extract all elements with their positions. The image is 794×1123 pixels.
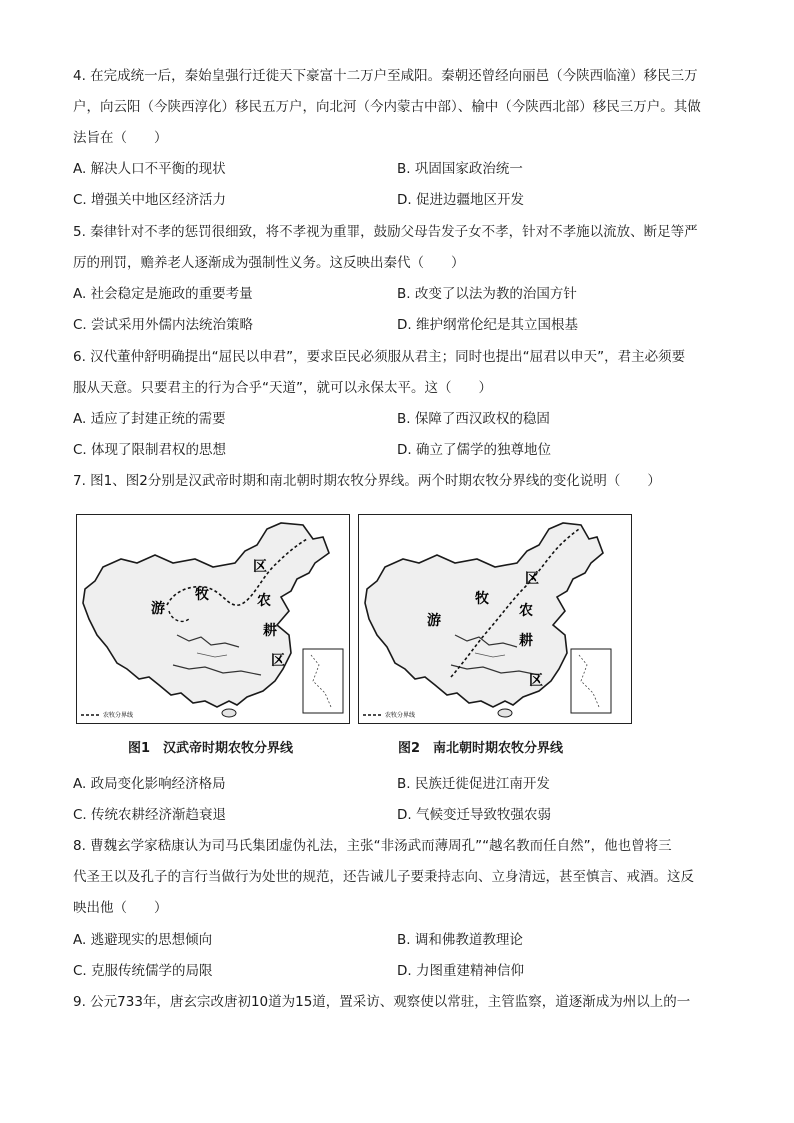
map-label-qu-south: 区 [529, 673, 543, 689]
map-label-you: 游 [151, 601, 165, 617]
map-label-geng: 耕 [519, 633, 533, 649]
q4-option-c: C. 增强关中地区经济活力 [73, 192, 227, 208]
q8-option-a: A. 逃避现实的思想倾向 [73, 932, 213, 948]
q4-option-a: A. 解决人口不平衡的现状 [73, 161, 226, 177]
q4-option-d: D. 促进边疆地区开发 [397, 192, 524, 208]
legend-label: 农牧分界线 [103, 712, 134, 719]
q7-option-d: D. 气候变迁导致牧强农弱 [397, 807, 551, 823]
south-sea-inset [571, 649, 611, 713]
map-figure-2 [358, 514, 632, 724]
q8-stem-line-2: 代圣王以及孔子的言行当做行为处世的规范，还告诫儿子要秉持志向、立身清远，甚至慎言、戒酒。这反 [73, 869, 694, 885]
q6-option-a: A. 适应了封建正统的需要 [73, 411, 226, 427]
map-label-nong: 农 [519, 603, 533, 619]
q5-option-b: B. 改变了以法为教的治国方针 [397, 286, 577, 302]
q5-option-c: C. 尝试采用外儒内法统治策略 [73, 317, 254, 333]
q6-option-b: B. 保障了西汉政权的稳固 [397, 411, 550, 427]
q6-stem-line-2: 服从天意。只要君主的行为合乎“天道”，就可以永保太平。这（ ） [73, 380, 492, 396]
q7-option-a: A. 政局变化影响经济格局 [73, 776, 226, 792]
q8-option-b: B. 调和佛教道教理论 [397, 932, 523, 948]
china-map-1 [77, 515, 349, 723]
china-outline [365, 523, 603, 707]
map-label-mu: 牧 [475, 591, 489, 607]
q5-option-d: D. 维护纲常伦纪是其立国根基 [397, 317, 578, 333]
china-map-2 [359, 515, 617, 723]
q6-option-c: C. 体现了限制君权的思想 [73, 442, 227, 458]
map-label-qu-north: 区 [525, 571, 539, 587]
q4-stem-line-1: 4. 在完成统一后，秦始皇强行迁徙天下豪富十二万户至咸阳。秦朝还曾经向丽邑（今陕西临潼）移民三万 [73, 68, 698, 84]
map-label-geng: 耕 [263, 623, 277, 639]
q7-option-c: C. 传统农耕经济渐趋衰退 [73, 807, 227, 823]
q7-stem-line-1: 7. 图1、图2分别是汉武帝时期和南北朝时期农牧分界线。两个时期农牧分界线的变化说明（ ） [73, 473, 661, 489]
q8-option-c: C. 克服传统儒学的局限 [73, 963, 213, 979]
south-sea-inset [303, 649, 343, 713]
q7-option-b: B. 民族迁徙促进江南开发 [397, 776, 550, 792]
map-figure-1 [76, 514, 350, 724]
q6-option-d: D. 确立了儒学的独尊地位 [397, 442, 551, 458]
q4-option-b: B. 巩固国家政治统一 [397, 161, 523, 177]
q8-stem-line-3: 映出他（ ） [73, 900, 168, 916]
q4-stem-line-3: 法旨在（ ） [73, 130, 168, 146]
q6-stem-line-1: 6. 汉代董仲舒明确提出“屈民以申君”，要求臣民必须服从君主；同时也提出“屈君以申天”，君主必须要 [73, 349, 686, 365]
map-label-qu-south: 区 [271, 653, 285, 669]
q5-stem-line-1: 5. 秦律针对不孝的惩罚很细致，将不孝视为重罪，鼓励父母告发子女不孝，针对不孝施以流放、断足等严 [73, 224, 698, 240]
q5-option-a: A. 社会稳定是施政的重要考量 [73, 286, 253, 302]
map-label-nong: 农 [257, 593, 271, 609]
q8-option-d: D. 力图重建精神信仰 [397, 963, 524, 979]
hainan-island [498, 709, 512, 717]
legend-label: 农牧分界线 [385, 712, 416, 719]
map-label-qu-north: 区 [253, 559, 267, 575]
q5-stem-line-2: 厉的刑罚，赡养老人逐渐成为强制性义务。这反映出秦代（ ） [73, 255, 465, 271]
q8-stem-line-1: 8. 曹魏玄学家嵇康认为司马氏集团虚伪礼法，主张“非汤武而薄周孔”“越名教而任自然”，他也曾将三 [73, 838, 672, 854]
figure-1-caption: 图1 汉武帝时期农牧分界线 [128, 741, 294, 756]
q9-stem-line-1: 9. 公元733年，唐玄宗改唐初10道为15道，置采访、观察使以常驻，主管监察，道逐渐成为州以上的一 [73, 994, 691, 1010]
map-label-mu: 牧 [195, 587, 209, 603]
hainan-island [222, 709, 236, 717]
figure-2-caption: 图2 南北朝时期农牧分界线 [398, 741, 564, 756]
map-label-you: 游 [427, 613, 441, 629]
q4-stem-line-2: 户，向云阳（今陕西淳化）移民五万户，向北河（今内蒙古中部）、榆中（今陕西北部）移民三万户。其做 [73, 99, 701, 115]
china-outline [83, 523, 329, 707]
